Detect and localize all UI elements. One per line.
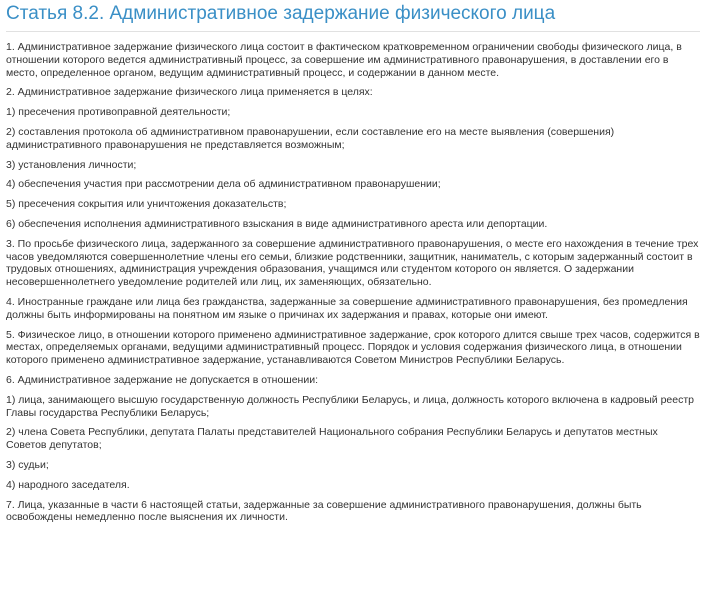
- article-paragraph: 1) пресечения противоправной деятельности;: [6, 106, 231, 119]
- article-paragraph: 3. По просьбе физического лица, задержанного за совершение административного правонарушения, о месте его нахождения в течение трех часов уведомляются совершеннолетние члены его семьи, близкие родственники, защитник, наниматель, с которым задержанный состоит в трудовых отношениях, администрация учреждения образования, учащимся или студентом которого он является. О задержании несовершеннолетнего уведомление родителей или лиц, их заменяющих, обязательно.: [6, 237, 699, 289]
- article-paragraph: 3) судьи;: [6, 458, 49, 471]
- article-paragraph: 2. Административное задержание физического лица применяется в целях:: [6, 86, 373, 99]
- article-paragraph: 4) обеспечения участия при рассмотрении дела об административном правонарушении;: [6, 178, 441, 191]
- article-body: [6, 32, 700, 524]
- article-paragraph: 5) пресечения сокрытия или уничтожения доказательств;: [6, 198, 287, 211]
- article-paragraph: 6. Административное задержание не допускается в отношении:: [6, 373, 319, 386]
- article-paragraph: 4. Иностранные граждане или лица без гражданства, задержанные за совершение административного правонарушения, без промедления должны быть информированы на понятном им языке о причинах их задержания и правах, которые они имеют.: [6, 295, 688, 321]
- article-paragraph: 4) народного заседателя.: [6, 478, 130, 491]
- article-paragraph: 1. Административное задержание физического лица состоит в фактическом кратковременном ограничении свободы физического лица, в отношении которого ведется административный процесс, за совершение им административного правонарушения, в доставлении его в место, определенное органом, ведущим административный процесс, и содержании в данном месте.: [6, 41, 682, 79]
- article-paragraph: 5. Физическое лицо, в отношении которого применено административное задержание, срок которого длится свыше трех часов, содержится в местах, определяемых органами, ведущими административный процесс. Порядок и условия содержания физического лица, в отношении которого применено административное задержание, устанавливаются Советом Министров Республики Беларусь.: [6, 328, 700, 367]
- article-paragraph: 2) члена Совета Республики, депутата Палаты представителей Национального собрания Республики Беларусь и депутатов местных Советов депутатов;: [6, 426, 658, 452]
- article-paragraph: 3) установления личности;: [6, 158, 137, 171]
- article-title: Статья 8.2. Административное задержание физического лица: [6, 3, 700, 32]
- article-paragraph: 2) составления протокола об административном правонарушении, если составление его на месте выявления (совершения) административного правонарушения не представляется возможным;: [6, 125, 615, 151]
- article-paragraph: 7. Лица, указанные в части 6 настоящей статьи, задержанные за совершение административного правонарушения, должны быть освобождены немедленно после выяснения их личности.: [6, 498, 642, 524]
- article-paragraph: 1) лица, занимающего высшую государственную должность Республики Беларусь, и лица, должность которого включена в кадровый реестр Главы государства Республики Беларусь;: [6, 393, 694, 419]
- article-paragraph: 6) обеспечения исполнения административного взыскания в виде административного ареста или депортации.: [6, 217, 548, 230]
